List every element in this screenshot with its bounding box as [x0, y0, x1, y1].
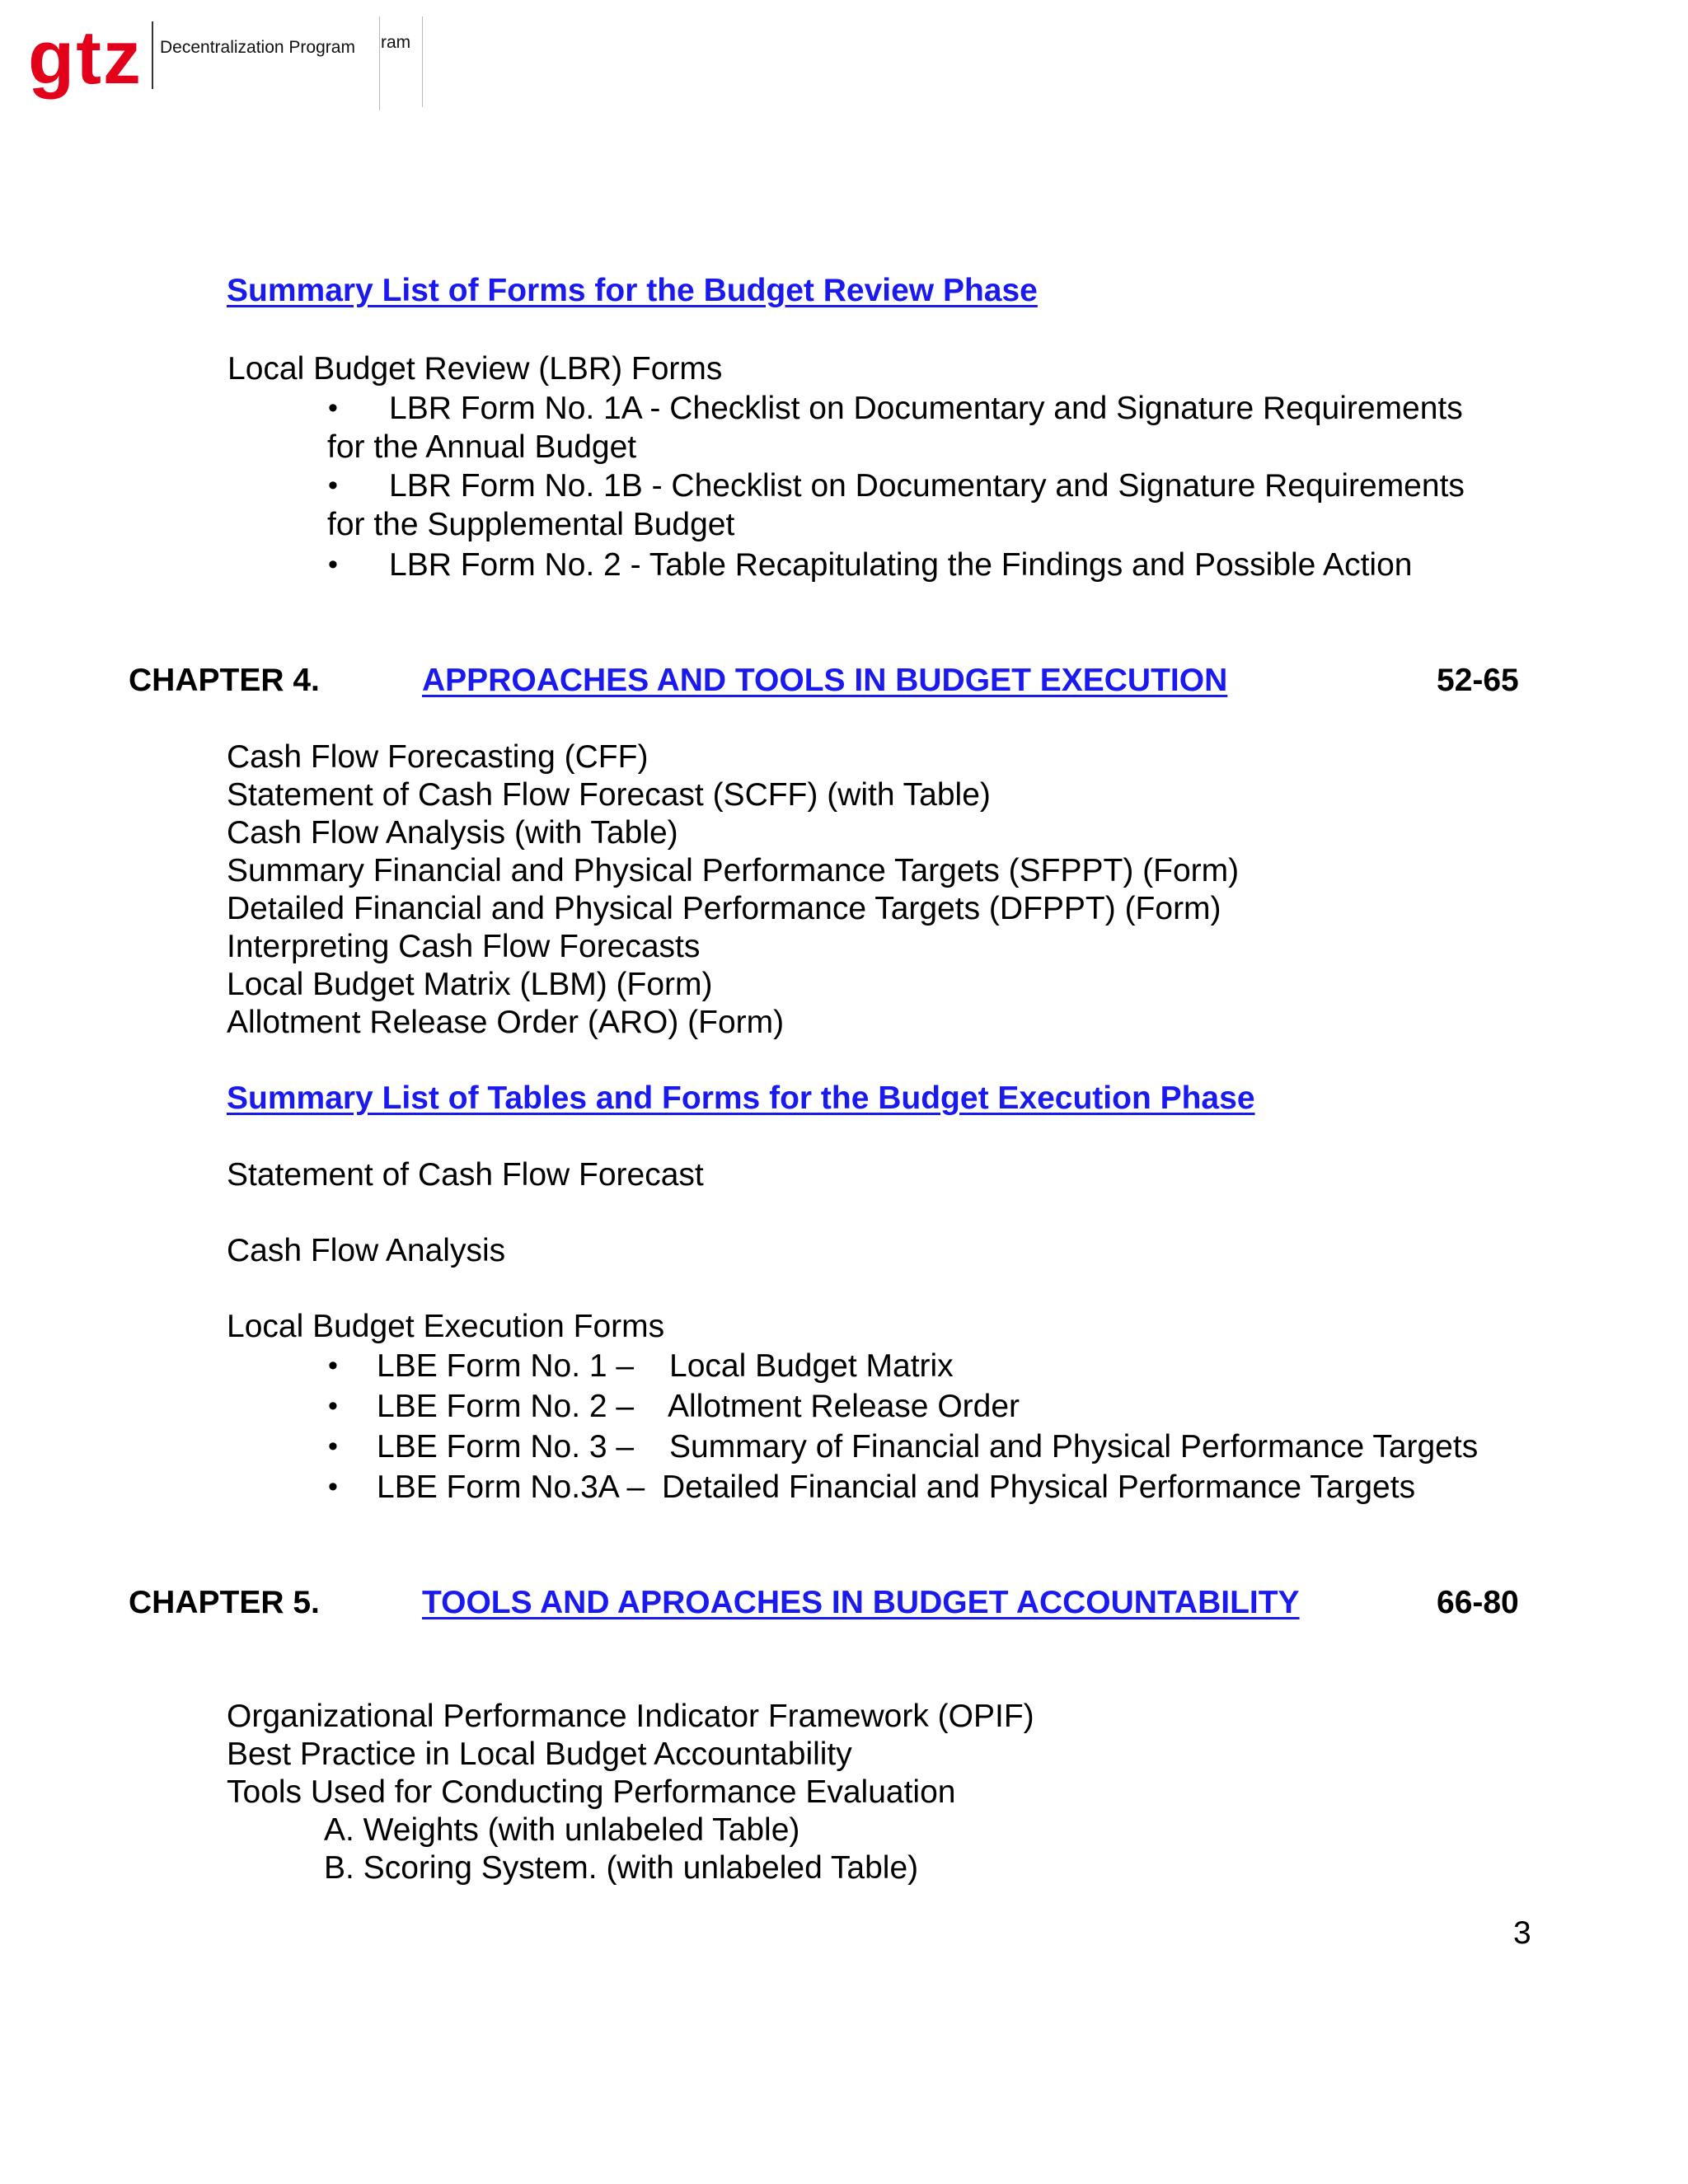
ch4-topic: Statement of Cash Flow Forecast (SCFF) (with Table): [227, 777, 991, 813]
chapter-4-title-link[interactable]: APPROACHES AND TOOLS IN BUDGET EXECUTION: [422, 663, 1228, 698]
chapter-4-pages: 52-65: [1437, 663, 1519, 698]
header-divider: [152, 21, 153, 89]
execution-summary-heading[interactable]: Summary List of Tables and Forms for the Budget Execution Phase: [227, 1080, 1255, 1116]
lbr-form-2: LBR Form No. 2 - Table Recapitulating the Findings and Possible Action: [389, 547, 1413, 583]
ch4-topic: Cash Flow Analysis (with Table): [227, 815, 678, 851]
review-summary-heading[interactable]: Summary List of Forms for the Budget Review Phase: [227, 273, 1038, 308]
chapter-5-title-link[interactable]: TOOLS AND APROACHES IN BUDGET ACCOUNTABILITY: [422, 1585, 1300, 1620]
header-divider-2: [379, 16, 380, 110]
lbe-form-code: LBE Form No. 3 –: [377, 1429, 635, 1465]
ch5-subtopic: A. Weights (with unlabeled Table): [324, 1812, 800, 1848]
ch4-topic: Cash Flow Forecasting (CFF): [227, 739, 649, 775]
program-name: Decentralization Program: [160, 38, 355, 57]
bullet-icon: •: [328, 1431, 338, 1462]
ch5-topic: Organizational Performance Indicator Framework (OPIF): [227, 1699, 1034, 1734]
chapter-5-pages: 66-80: [1437, 1585, 1519, 1620]
bullet-icon: •: [328, 1350, 338, 1381]
ch4-topic: Local Budget Matrix (LBM) (Form): [227, 967, 713, 1002]
execution-table: Statement of Cash Flow Forecast: [227, 1157, 704, 1193]
bullet-icon: •: [328, 549, 338, 580]
ch5-topic: Tools Used for Conducting Performance Evaluation: [227, 1774, 956, 1810]
lbe-form-code: LBE Form No. 1 –: [377, 1348, 635, 1384]
chapter-5-number: CHAPTER 5.: [129, 1585, 320, 1620]
ch5-subtopic: B. Scoring System. (with unlabeled Table): [324, 1850, 919, 1886]
ch4-topic: Interpreting Cash Flow Forecasts: [227, 929, 701, 964]
bullet-icon: •: [328, 1471, 338, 1502]
lbe-form-title: Local Budget Matrix: [669, 1348, 954, 1384]
header-divider-3: [422, 16, 423, 107]
ch5-topic: Best Practice in Local Budget Accountability: [227, 1736, 852, 1772]
lbr-forms-label: Local Budget Review (LBR) Forms: [227, 351, 723, 387]
bullet-icon: •: [328, 392, 338, 424]
ch4-topic: Detailed Financial and Physical Performance Targets (DFPPT) (Form): [227, 891, 1221, 926]
lbe-form-code: LBE Form No.3A –: [377, 1469, 645, 1505]
page-number: 3: [1513, 1915, 1531, 1951]
gtz-logo: gtz: [28, 16, 143, 100]
lbr-form-1b-cont: for the Supplemental Budget: [327, 507, 735, 542]
lbr-form-1a-cont: for the Annual Budget: [327, 429, 637, 465]
lbe-forms-label: Local Budget Execution Forms: [227, 1309, 665, 1344]
lbe-form-title: Allotment Release Order: [668, 1389, 1020, 1424]
program-name-fragment: ram: [381, 33, 411, 52]
lbe-form-title: Detailed Financial and Physical Performance Targets: [662, 1469, 1416, 1505]
lbe-form-code: LBE Form No. 2 –: [377, 1389, 635, 1424]
lbe-form-title: Summary of Financial and Physical Performance Targets: [669, 1429, 1479, 1465]
lbr-form-1b: LBR Form No. 1B - Checklist on Documentary and Signature Requirements: [389, 468, 1465, 504]
lbr-form-1a: LBR Form No. 1A - Checklist on Documentary and Signature Requirements: [389, 391, 1463, 426]
ch4-topic: Allotment Release Order (ARO) (Form): [227, 1005, 785, 1040]
bullet-icon: •: [328, 470, 338, 501]
chapter-4-number: CHAPTER 4.: [129, 663, 320, 698]
bullet-icon: •: [328, 1390, 338, 1422]
ch4-topic: Summary Financial and Physical Performance Targets (SFPPT) (Form): [227, 853, 1240, 888]
execution-table: Cash Flow Analysis: [227, 1233, 506, 1268]
